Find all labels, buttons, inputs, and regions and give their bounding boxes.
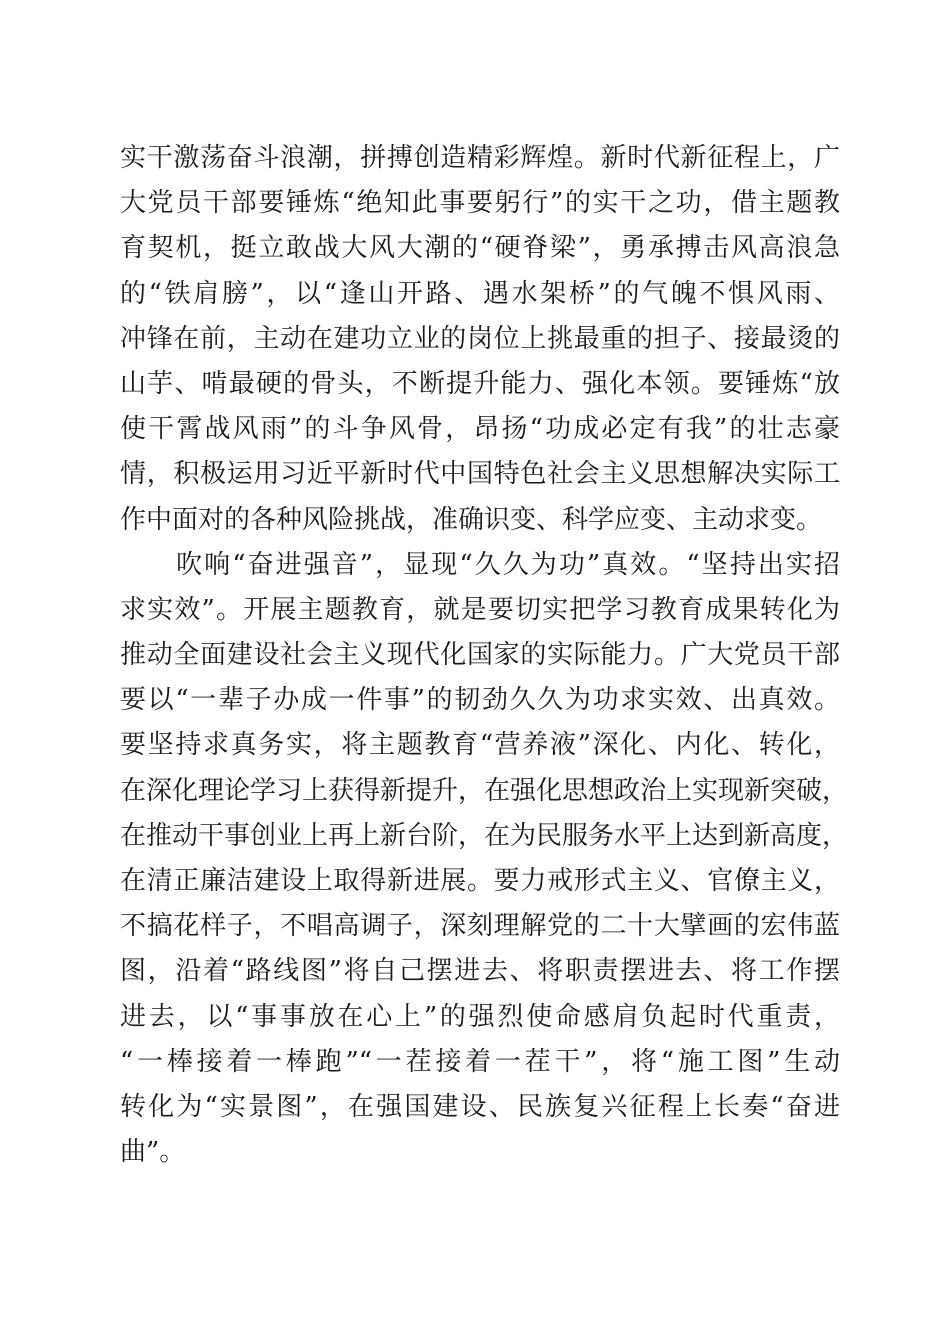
text-line: 情，积极运用习近平新时代中国特色社会主义思想解决实际工 [120,459,840,490]
text-line: 作中面对的各种风险挑战，准确识变、科学应变、主动求变。 [120,504,823,535]
paragraph-2 [120,543,849,1176]
text-line: 大党员干部要锤炼“绝知此事要躬行”的实干之功，借主题教 [120,188,840,219]
text-line: 在深化理论学习上获得新提升，在强化思想政治上实现新突破， [120,775,849,806]
text-line: 使干霄战风雨”的斗争风骨，昂扬“功成必定有我”的壮志豪 [120,414,840,445]
text-line: 育契机，挺立敢战大风大潮的“硬脊梁”，勇承搏击风高浪急 [120,233,840,264]
text-line: 要以“一辈子办成一件事”的韧劲久久为功求实效、出真效。 [120,685,840,716]
paragraph-1 [120,136,840,543]
text-line: 图，沿着“路线图”将自己摆进去、将职责摆进去、将工作摆 [120,956,840,987]
text-line: 求实效”。开展主题教育，就是要切实把学习教育成果转化为 [120,594,840,625]
text-line: 曲”。 [120,1137,186,1168]
text-line: 的“铁肩膀”，以“逢山开路、遇水架桥”的气魄不惧风雨、 [120,278,840,309]
text-line: 转化为“实景图”，在强国建设、民族复兴征程上长奏“奋进 [120,1091,840,1122]
text-line: 在推动干事创业上再上新台阶，在为民服务水平上达到新高度， [120,820,849,851]
text-line: 吹响“奋进强音”，显现“久久为功”真效。“坚持出实招 [120,549,840,580]
body-text [120,136,849,1175]
text-line: “一棒接着一棒跑”“一茬接着一茬干”，将“施工图”生动 [120,1046,840,1077]
text-line: 冲锋在前，主动在建功立业的岗位上挑最重的担子、接最烫的 [120,323,840,354]
text-line: 推动全面建设社会主义现代化国家的实际能力。广大党员干部 [120,640,840,671]
text-line: 要坚持求真务实，将主题教育“营养液”深化、内化、转化， [120,730,840,761]
text-line: 山芋、啃最硬的骨头，不断提升能力、强化本领。要锤炼“放 [120,368,840,399]
text-line: 实干激荡奋斗浪潮，拼搏创造精彩辉煌。新时代新征程上，广 [120,143,840,173]
text-line: 在清正廉洁建设上取得新进展。要力戒形式主义、官僚主义， [120,866,840,896]
text-line: 不搞花样子，不唱高调子，深刻理解党的二十大擘画的宏伟蓝 [120,911,840,942]
text-line: 进去，以“事事放在心上”的强烈使命感肩负起时代重责， [120,1001,840,1032]
